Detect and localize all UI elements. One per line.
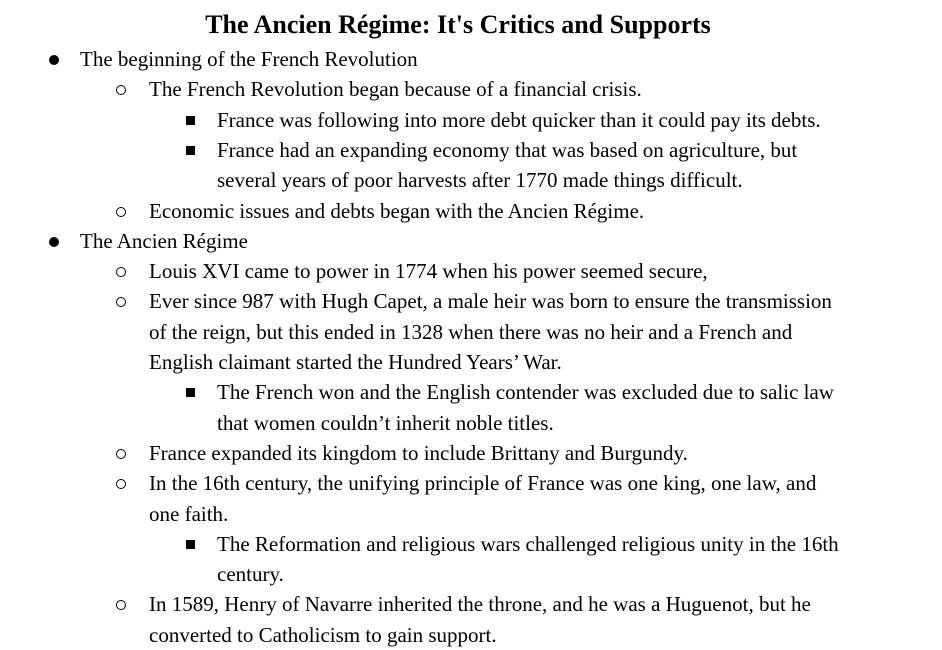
outline-item-level-2: France expanded its kingdom to include Brittany and Burgundy. <box>149 441 688 465</box>
circle-bullet-icon <box>111 196 131 226</box>
outline-item-level-1: The beginning of the French Revolution <box>80 47 418 71</box>
circle-bullet-icon <box>111 438 131 468</box>
outline-item-level-3: France had an expanding economy that was based on agriculture, but <box>217 138 798 162</box>
outline-item-level-2: In the 16th century, the unifying principle of France was one king, one law, and <box>149 471 817 495</box>
outline-item-level-2: Ever since 987 with Hugh Capet, a male heir was born to ensure the transmission <box>149 289 832 313</box>
circle-bullet-icon <box>111 286 131 316</box>
circle-bullet-icon <box>111 468 131 498</box>
square-bullet-icon <box>180 377 200 407</box>
outline-item-level-2: one faith. <box>149 502 229 526</box>
circle-bullet-icon <box>111 74 131 104</box>
disc-bullet-icon <box>44 44 64 74</box>
square-bullet-icon <box>180 105 200 135</box>
outline-item-level-3: The French won and the English contender was excluded due to salic law <box>217 380 834 404</box>
outline-item-level-2: English claimant started the Hundred Years’ War. <box>149 350 562 374</box>
outline-item-level-2: Economic issues and debts began with the Ancien Régime. <box>149 199 645 223</box>
circle-bullet-icon <box>111 256 131 286</box>
outline-item-level-2: converted to Catholicism to gain support. <box>149 623 497 647</box>
outline-item-level-2: The French Revolution began because of a financial crisis. <box>149 77 642 101</box>
document-title: The Ancien Régime: It's Critics and Supports <box>205 10 711 39</box>
outline-item-level-2: of the reign, but this ended in 1328 when there was no heir and a French and <box>149 320 793 344</box>
outline-item-level-1: The Ancien Régime <box>80 229 248 253</box>
outline-item-level-3: that women couldn’t inherit noble titles. <box>217 411 554 435</box>
outline-item-level-3: France was following into more debt quicker than it could pay its debts. <box>217 108 821 132</box>
outline-item-level-3: several years of poor harvests after 1770 made things difficult. <box>217 168 743 192</box>
outline-item-level-2: In 1589, Henry of Navarre inherited the throne, and he was a Huguenot, but he <box>149 592 811 616</box>
outline-item-level-3: century. <box>217 562 284 586</box>
outline-item-level-3: The Reformation and religious wars challenged religious unity in the 16th <box>217 532 839 556</box>
circle-bullet-icon <box>111 589 131 619</box>
square-bullet-icon <box>180 135 200 165</box>
outline-item-level-2: Louis XVI came to power in 1774 when his power seemed secure, <box>149 259 708 283</box>
disc-bullet-icon <box>44 226 64 256</box>
square-bullet-icon <box>180 529 200 559</box>
